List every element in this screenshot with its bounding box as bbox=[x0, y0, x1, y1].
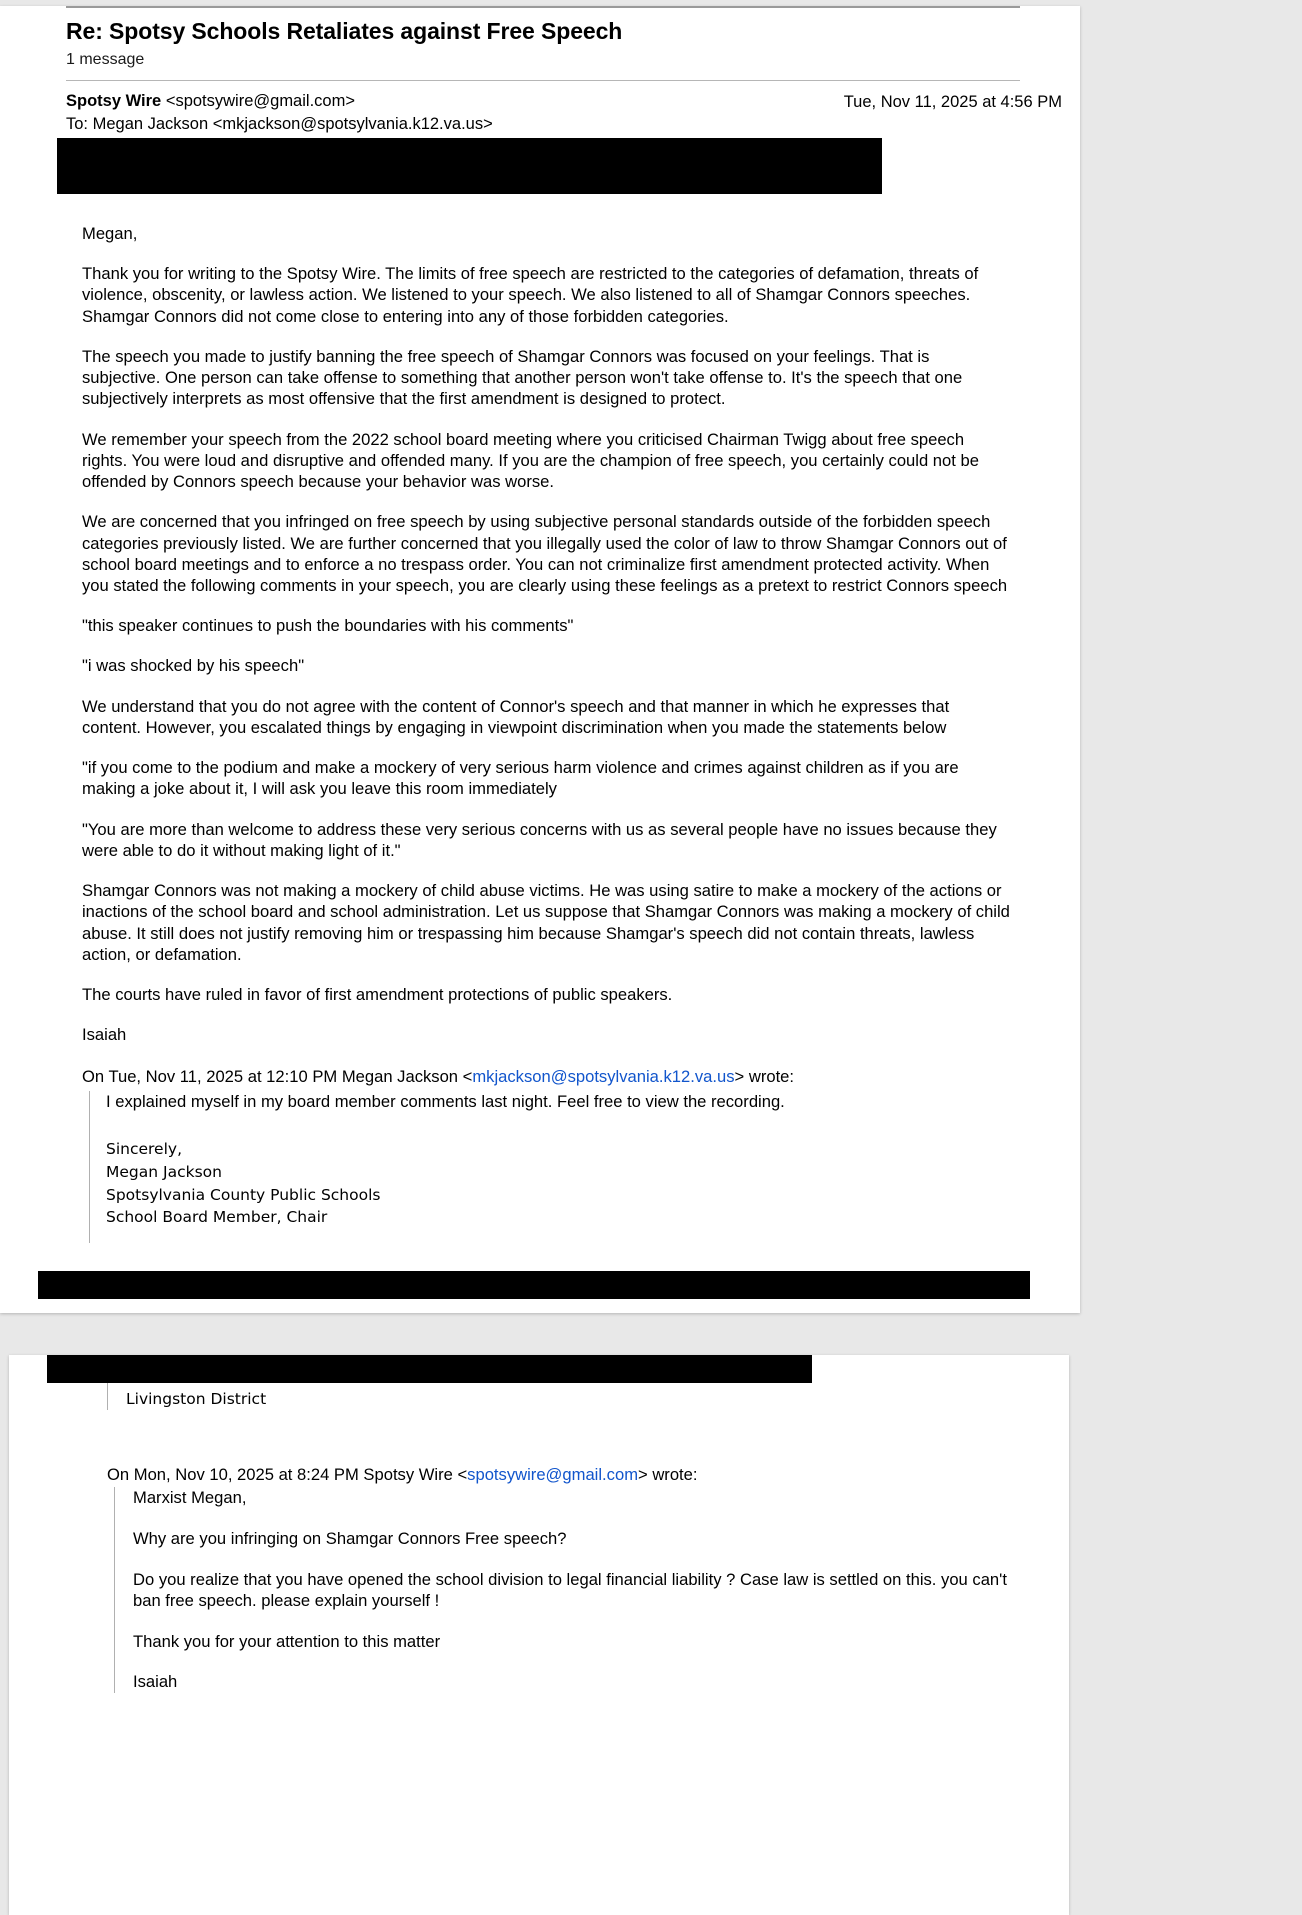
body-quote-paragraph: "You are more than welcome to address these very serious concerns with us as several people have no issues because they were able to do it without making light of it." bbox=[82, 819, 997, 860]
sender-name: Spotsy Wire bbox=[66, 92, 162, 111]
signature-line: Sincerely, bbox=[106, 1140, 183, 1159]
body-salutation: Megan, bbox=[82, 223, 138, 243]
page-two-paragraph: Marxist Megan, bbox=[133, 1488, 247, 1508]
body-paragraph: We are concerned that you infringed on free speech by using subjective personal standards outside of the forbidden speech categories previously listed. We are further concerned that you illegally used the color of law to throw Shamgar Connors out of school board meetings and to enforce a no trespass order. You can not criminalize first amendment protected activity. When you stated the following comments in your speech, you are clearly using these feelings as a pretext to restrict Connors speech bbox=[82, 512, 1008, 595]
sender-email: <spotsywire@gmail.com> bbox=[165, 92, 355, 111]
page-two-paragraph: Why are you infringing on Shamgar Connors Free speech? bbox=[133, 1529, 567, 1549]
signature-line: Spotsylvania County Public Schools bbox=[106, 1185, 381, 1204]
page-two-reply-header bbox=[69, 1465, 1009, 1485]
page-separator bbox=[0, 1313, 1302, 1327]
message-date: Tue, Nov 11, 2025 at 4:56 PM bbox=[843, 93, 1062, 112]
body-quote-paragraph: "i was shocked by his speech" bbox=[82, 656, 305, 676]
body-paragraph: Thank you for writing to the Spotsy Wire. The limits of free speech are restricted to the categories of defamation, threats of violence, obscenity, or lawless action. We listened to your speech. We also listened to all of Shamgar Connors speeches. Shamgar Connors did not come close to entering into any of those forbidden categories. bbox=[82, 264, 979, 326]
page-two-body bbox=[9, 1383, 1069, 1693]
page-two-paragraph: Thank you for your attention to this matter bbox=[133, 1631, 441, 1651]
body-paragraph: Shamgar Connors was not making a mockery of child abuse victims. He was using satire to make a mockery of the actions or inactions of the school board and school administration. Let us suppose that Shamgar Connors was making a mockery of child abuse. It still does not justify removing him or trespassing him because Shamgar's speech did not contain threats, lawless action, or defamation. bbox=[82, 881, 1010, 964]
page-two-reply-prefix: On Mon, Nov 10, 2025 at 8:24 PM Spotsy Wire < bbox=[107, 1465, 468, 1485]
redaction-bar-header bbox=[57, 138, 882, 194]
quoted-reply-signature bbox=[106, 1138, 1010, 1229]
quoted-reply-suffix: > wrote: bbox=[734, 1067, 795, 1087]
email-page-one bbox=[0, 6, 1080, 1313]
quoted-reply-header bbox=[82, 1066, 1010, 1087]
quoted-reply-block bbox=[89, 1091, 1010, 1243]
page-two-reply-suffix: > wrote: bbox=[638, 1465, 698, 1485]
quoted-reply-text: I explained myself in my board member comments last night. Feel free to view the recording. bbox=[106, 1091, 785, 1111]
body-signature: Isaiah bbox=[82, 1025, 127, 1045]
page-two-inner-quote bbox=[114, 1487, 1009, 1692]
signature-line: Megan Jackson bbox=[106, 1162, 222, 1181]
page-two-quote-block bbox=[107, 1383, 1009, 1411]
email-body bbox=[0, 223, 1080, 1243]
quoted-reply-email-link[interactable]: mkjackson@spotsylvania.k12.va.us bbox=[472, 1067, 735, 1087]
body-paragraph: We remember your speech from the 2022 school board meeting where you criticised Chairman Twigg about free speech rights. You were loud and disruptive and offended many. If you are the champion of free speech, you certainly could not be offended by Connors speech because your behavior was worse. bbox=[82, 429, 979, 492]
recipient-line: To: Megan Jackson <mkjackson@spotsylvania.k12.va.us> bbox=[66, 115, 493, 134]
message-count: 1 message bbox=[66, 51, 145, 69]
redaction-bar-page-two-header bbox=[47, 1355, 812, 1383]
page-title: Re: Spotsy Schools Retaliates against Free Speech bbox=[66, 18, 623, 44]
page-two-reply-email-link[interactable]: spotsywire@gmail.com bbox=[467, 1465, 639, 1485]
quoted-reply-prefix: On Tue, Nov 11, 2025 at 12:10 PM Megan Jackson < bbox=[82, 1067, 473, 1087]
body-paragraph: The courts have ruled in favor of first amendment protections of public speakers. bbox=[82, 985, 673, 1005]
email-page-two bbox=[9, 1355, 1069, 1915]
sender-block bbox=[66, 91, 355, 112]
page-two-paragraph: Isaiah bbox=[133, 1672, 178, 1692]
subject-block bbox=[0, 8, 1080, 76]
body-quote-paragraph: "if you come to the podium and make a mockery of very serious harm violence and crimes against children as if you are making a joke about it, I will ask you leave this room immediately bbox=[82, 758, 959, 799]
body-paragraph: We understand that you do not agree with the content of Connor's speech and that manner in which he expresses that content. However, you escalated things by engaging in viewpoint discrimination when you made the statements below bbox=[82, 696, 950, 737]
body-quote-paragraph: "this speaker continues to push the boundaries with his comments" bbox=[82, 616, 574, 636]
body-paragraph: The speech you made to justify banning the free speech of Shamgar Connors was focused on your feelings. That is subjective. One person can take offense to something that another person won't take offense to. It's the speech that one subjectively interprets as most offensive that the first amendment is designed to protect. bbox=[82, 346, 963, 409]
page-two-paragraph: Do you realize that you have opened the school division to legal financial liability ? Case law is settled on this. you can't ban free speech. please explain yourself ! bbox=[133, 1569, 1007, 1611]
message-meta-row bbox=[0, 81, 1080, 113]
redaction-bar-page-one-footer bbox=[38, 1271, 1030, 1299]
signature-line: School Board Member, Chair bbox=[106, 1208, 328, 1227]
district-label: Livingston District bbox=[126, 1389, 267, 1408]
